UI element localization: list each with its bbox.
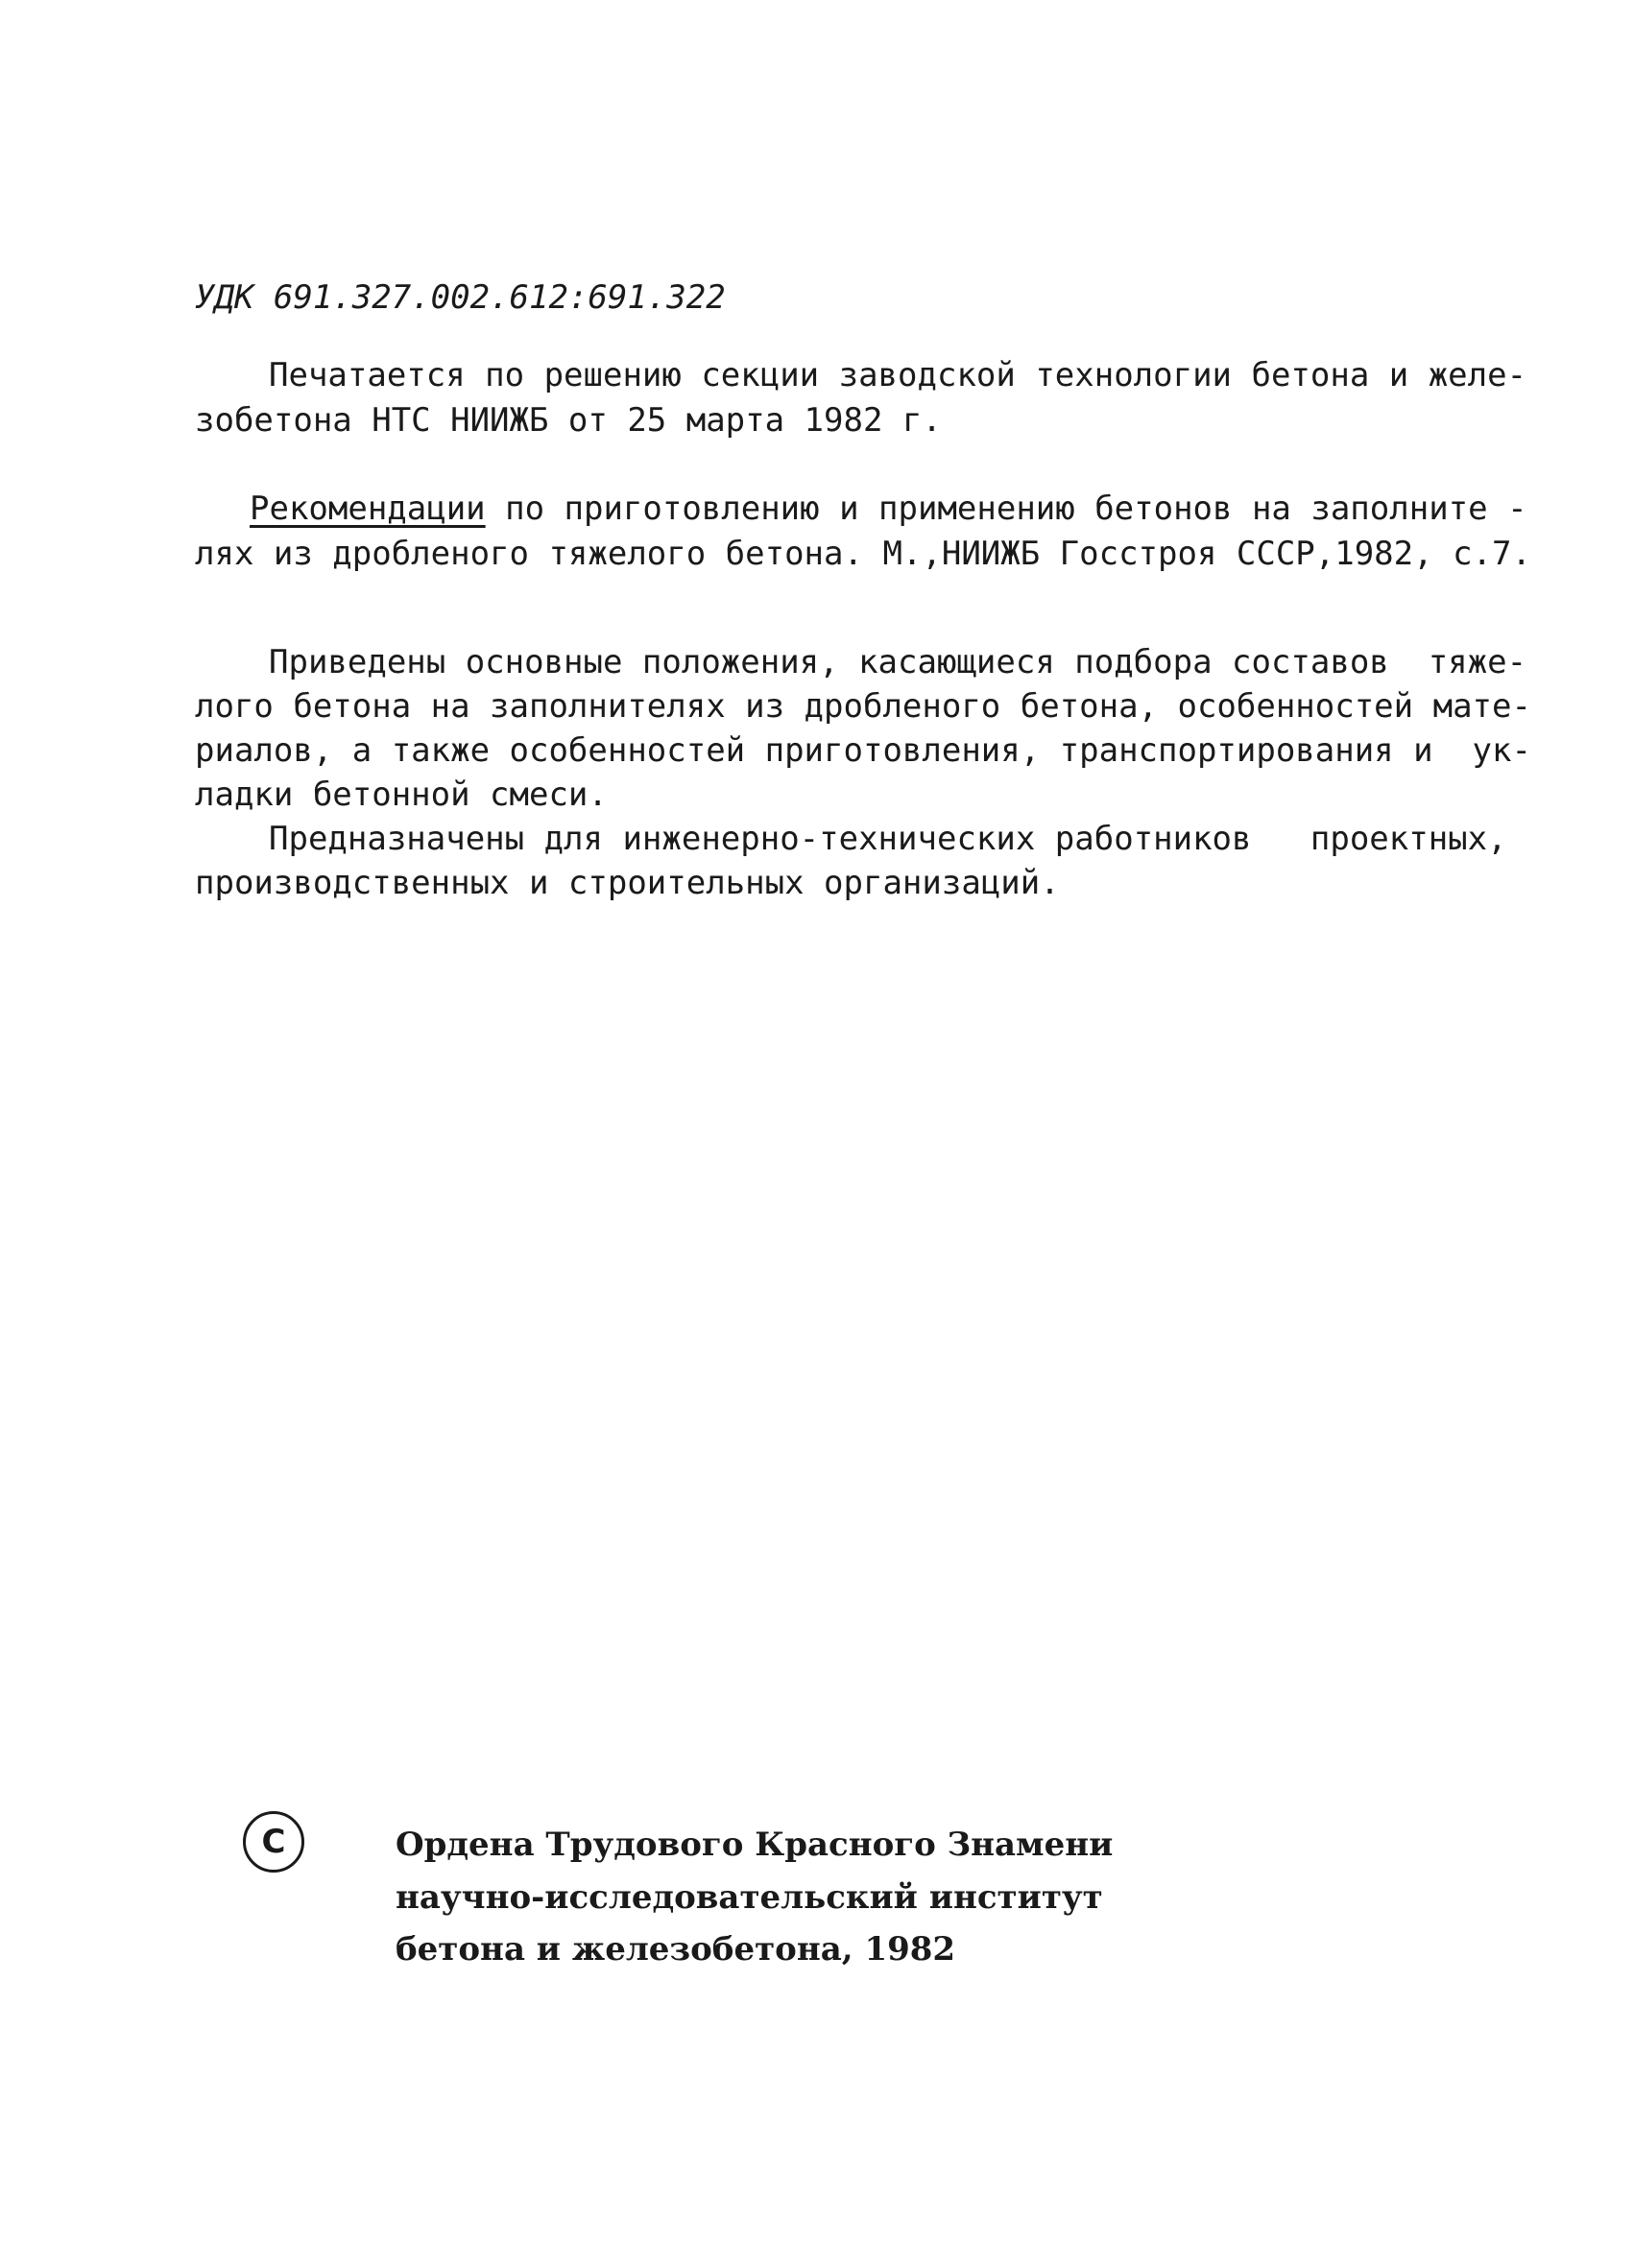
- print-decision-line-2: зобетона НТС НИИЖБ от 25 марта 1982 г.: [195, 401, 942, 440]
- abstract-line-1: Приведены основные положения, касающиеся подбора составов тяже-: [269, 643, 1527, 681]
- citation-line-2: лях из дробленого тяжелого бетона. М.,НИИЖБ Госстроя СССР,1982, с.7.: [195, 535, 1531, 573]
- citation-line-1-rest: по приготовлению и применению бетонов на заполните -: [485, 489, 1527, 528]
- citation-line-1: [250, 488, 1527, 530]
- abstract-line-3: риалов, а также особенностей приготовления, транспортирования и ук-: [195, 731, 1531, 770]
- udk-code: УДК 691.327.002.612:691.322: [195, 278, 726, 317]
- citation-title-underlined: Рекомендации: [250, 489, 486, 528]
- abstract-line-5: Предназначены для инженерно-технических работников проектных,: [269, 820, 1507, 858]
- copyright-icon: C: [243, 1811, 304, 1873]
- abstract-line-4: ладки бетонной смеси.: [195, 776, 608, 814]
- publisher-line-3: бетона и железобетона, 1982: [396, 1930, 956, 1969]
- publisher-line-2: научно-исследовательский институт: [396, 1878, 1103, 1917]
- publisher-line-1: Ордена Трудового Красного Знамени: [396, 1826, 1114, 1864]
- abstract-line-2: лого бетона на заполнителях из дробленого бетона, особенностей мате-: [195, 687, 1531, 726]
- abstract-line-6: производственных и строительных организаций.: [195, 864, 1060, 902]
- print-decision-line-1: Печатается по решению секции заводской технологии бетона и желе-: [269, 356, 1527, 394]
